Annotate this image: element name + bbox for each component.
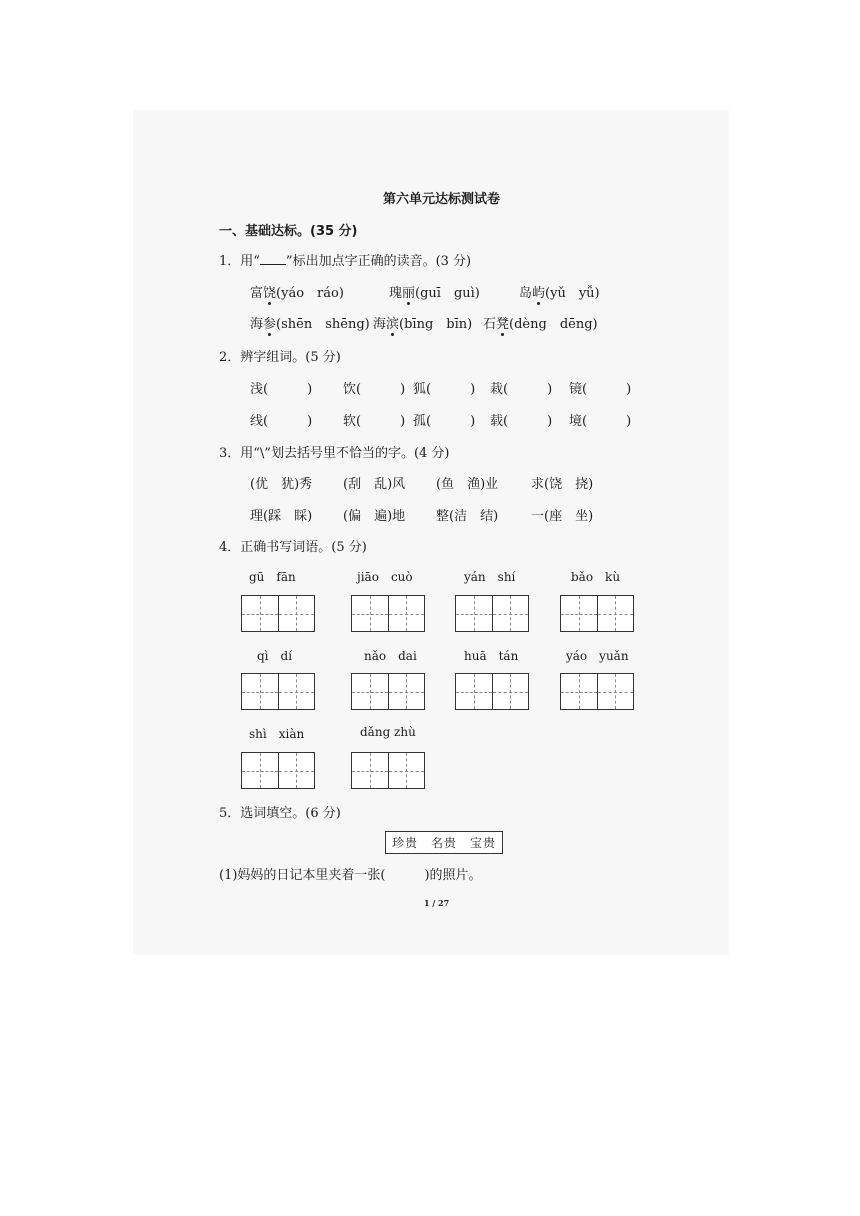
q1-item-3: 岛屿(yǔ yǚ) <box>519 282 600 301</box>
page-number: 1 / 27 <box>424 898 450 908</box>
q3-item: 求(饶 挠) <box>531 477 594 492</box>
pinyin-label: dǎng zhù <box>360 725 416 739</box>
q2-item: 孤( ) <box>413 414 476 429</box>
writing-grid[interactable] <box>241 673 315 710</box>
q3-item: 整(洁 结) <box>436 509 499 524</box>
pinyin-label: jiāo cuò <box>357 570 413 584</box>
q2-item: 狐( ) <box>413 382 476 397</box>
question-2-label: 2．辨字组词。(5 分) <box>219 350 341 365</box>
pinyin-label: yáo yuǎn <box>566 649 629 663</box>
q1-item-5: 海滨(bīng bīn) <box>373 313 472 332</box>
q2-item: 境( ) <box>569 414 632 429</box>
q1-item-4: 海参(shēn shēng) <box>250 313 370 332</box>
pinyin-label: qì dí <box>257 649 293 663</box>
pinyin-label: yán shí <box>464 570 516 584</box>
writing-grid[interactable] <box>241 752 315 789</box>
question-4-label: 4．正确书写词语。(5 分) <box>219 540 367 555</box>
q3-item: (刮 乱)风 <box>343 477 406 492</box>
q3-item: 理(踩 睬) <box>250 509 313 524</box>
q3-item: 一(座 坐) <box>531 509 594 524</box>
writing-grid[interactable] <box>351 673 425 710</box>
writing-grid[interactable] <box>560 673 634 710</box>
underline-blank <box>260 254 286 265</box>
question-5-label: 5．选词填空。(6 分) <box>219 806 341 821</box>
question-3-label: 3．用“\”划去括号里不恰当的字。(4 分) <box>219 446 450 461</box>
pinyin-label: bǎo kù <box>571 570 621 584</box>
question-1-label: 1．用“ ”标出加点字正确的读音。(3 分) <box>219 254 472 269</box>
writing-grid[interactable] <box>455 595 529 632</box>
writing-grid[interactable] <box>351 595 425 632</box>
q3-item: (偏 遍)地 <box>343 509 406 524</box>
pinyin-label: shì xiàn <box>249 727 305 741</box>
q2-item: 饮( ) <box>343 382 406 397</box>
writing-grid[interactable] <box>560 595 634 632</box>
q2-item: 栽( ) <box>490 382 553 397</box>
word-choice-box: 珍贵 名贵 宝贵 <box>385 831 503 854</box>
exam-page <box>133 110 729 955</box>
section-heading: 一、基础达标。(35 分) <box>219 224 358 239</box>
q2-item: 软( ) <box>343 414 406 429</box>
pinyin-label: gū fān <box>249 570 296 584</box>
q3-item: (鱼 渔)业 <box>436 477 499 492</box>
writing-grid[interactable] <box>455 673 529 710</box>
q1-item-2: 瑰丽(guī guì) <box>389 282 480 301</box>
pinyin-label: nǎo dai <box>364 649 417 663</box>
pinyin-label: huā tán <box>464 649 519 663</box>
q2-item: 线( ) <box>250 414 313 429</box>
q2-item: 载( ) <box>490 414 553 429</box>
q2-item: 镜( ) <box>569 382 632 397</box>
writing-grid[interactable] <box>241 595 315 632</box>
q3-item: (优 犹)秀 <box>250 477 313 492</box>
page-title: 第六单元达标测试卷 <box>383 192 501 207</box>
q2-item: 浅( ) <box>250 382 313 397</box>
q1-item-6: 石凳(dèng dēng) <box>483 313 598 332</box>
q5-sentence-1: (1)妈妈的日记本里夹着一张( )的照片。 <box>219 868 482 883</box>
q1-item-1: 富饶(yáo ráo) <box>250 282 344 301</box>
writing-grid[interactable] <box>351 752 425 789</box>
